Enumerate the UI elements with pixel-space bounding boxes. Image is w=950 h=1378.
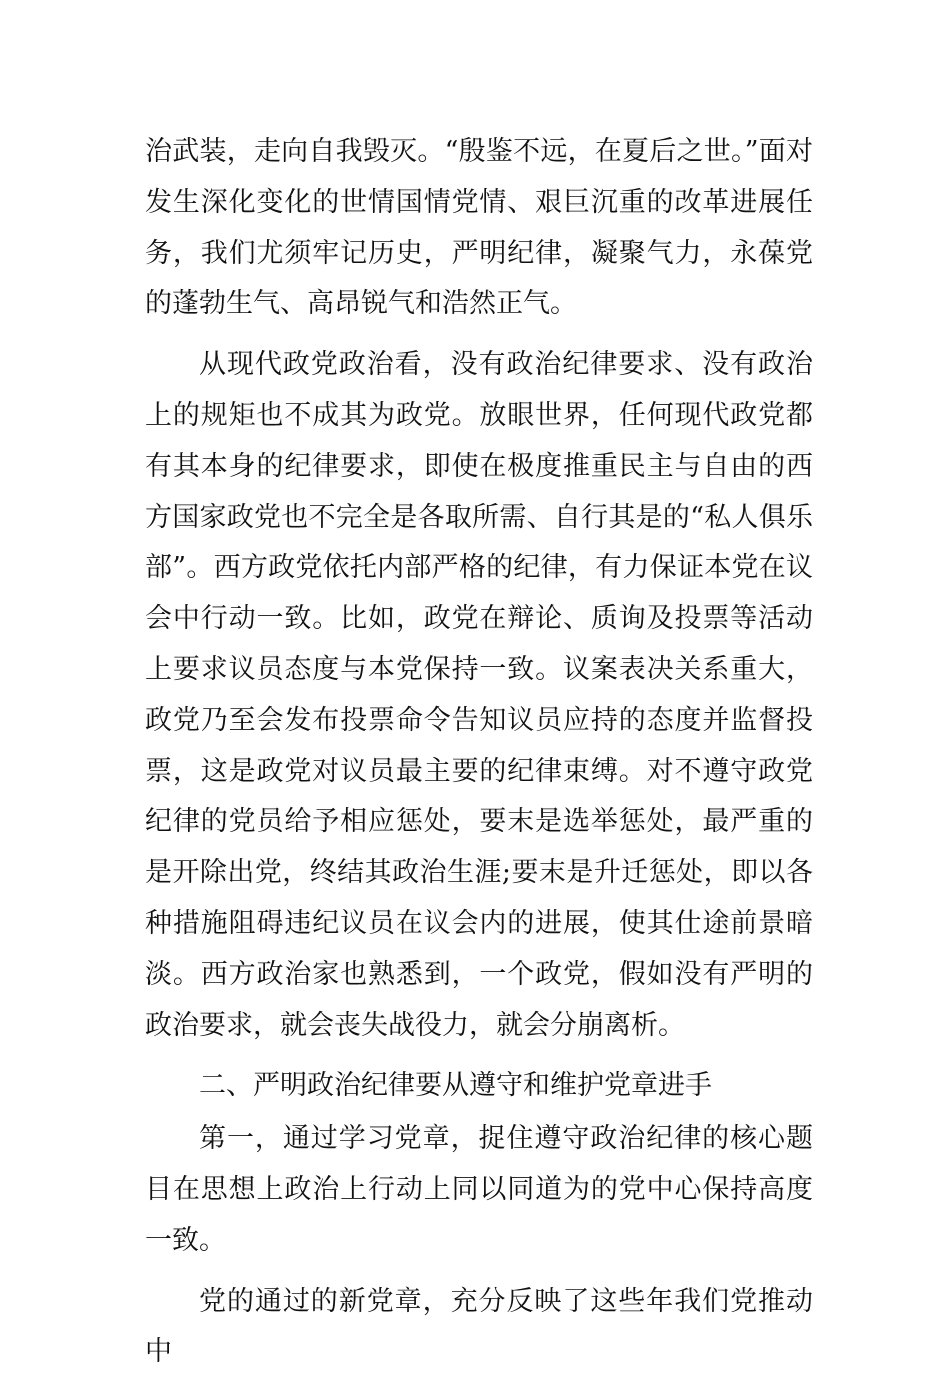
- paragraph-new-constitution: 党的通过的新党章，充分反映了这些年我们党推动中: [145, 1285, 813, 1368]
- section-heading-party-constitution: 二、严明政治纪律要从遵守和维护党章进手: [199, 1070, 712, 1102]
- paragraph-first-point: 第一，通过学习党章，捉住遵守政治纪律的核心题目在思想上政治上行动上同以同道为的党中心保持高度一致。: [145, 1123, 813, 1256]
- document-body: [145, 127, 813, 1378]
- paragraph-modern-party-politics: 从现代政党政治看，没有政治纪律要求、没有政治上的规矩也不成其为政党。放眼世界，任何现代政党都有其本身的纪律要求，即使在极度推重民主与自由的西方国家政党也不完全是各取所需、自行其是的“私人俱乐部”。西方政党依托内部严格的纪律，有力保证本党在议会中行动一致。比如，政党在辩论、质询及投票等活动上要求议员态度与本党保持一致。议案表决关系重大，政党乃至会发布投票命令告知议员应持的态度并监督投票，这是政党对议员最主要的纪律束缚。对不遵守政党纪律的党员给予相应惩处，要末是选举惩处，最严重的是开除出党，终结其政治生涯;要末是升迁惩处，即以各种措施阻碍违纪议员在议会内的进展，使其仕途前景暗淡。西方政治家也熟悉到，一个政党，假如没有严明的政治要求，就会丧失战役力，就会分崩离析。: [145, 349, 813, 1041]
- paragraph-history-lesson: 治武装，走向自我毁灭。“殷鉴不远，在夏后之世。”面对发生深化变化的世情国情党情、艰巨沉重的改革进展任务，我们尤须牢记历史，严明纪律，凝聚气力，永葆党的蓬勃生气、高昂锐气和浩然正气。: [145, 136, 813, 320]
